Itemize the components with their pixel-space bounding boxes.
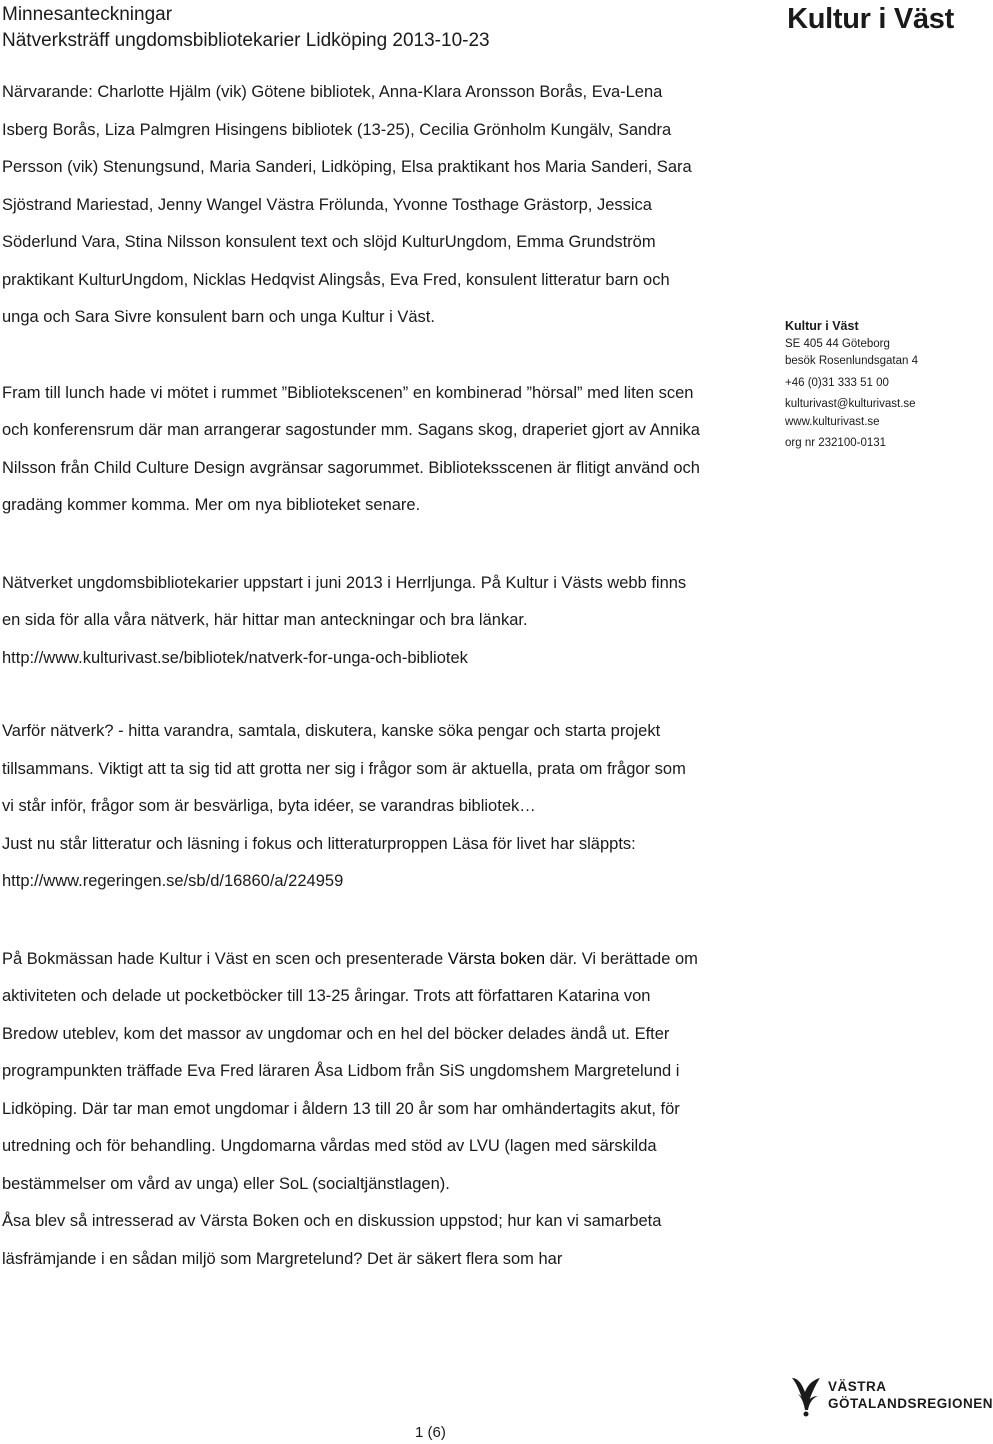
- varsta-boken-highlight: Värsta boken: [447, 949, 546, 968]
- bokmassan-paragraph: [2, 941, 702, 1204]
- sidebar-web[interactable]: www.kulturivast.se: [785, 415, 880, 428]
- page-number: 1 (6): [415, 1424, 446, 1441]
- bokmassan-text-a: På Bokmässan hade Kultur i Väst en scen och presenterade: [2, 949, 448, 968]
- network-link[interactable]: http://www.kulturivast.se/bibliotek/natverk-for-unga-och-bibliotek: [2, 648, 468, 667]
- sidebar-visit-address: besök Rosenlundsgatan 4: [785, 355, 918, 367]
- vgr-logo-text: [828, 1378, 993, 1412]
- network-paragraph: [2, 565, 702, 678]
- sidebar-email[interactable]: kulturivast@kulturivast.se: [785, 398, 916, 410]
- vgr-logo: [790, 1374, 993, 1424]
- logo-line-1: VÄSTRA: [828, 1379, 887, 1394]
- main-text: [2, 74, 702, 1278]
- logo-line-2: GÖTALANDSREGIONEN: [828, 1396, 993, 1411]
- asa-paragraph: Åsa blev så intresserad av Värsta Boken och en diskussion uppstod; hur kan vi samarbeta läsfrämjande i en sådan miljö som Margretelund? Det är säkert flera som har: [2, 1212, 662, 1268]
- brand-name: Kultur i Väst: [787, 3, 954, 35]
- meeting-paragraph: Fram till lunch hade vi mötet i rummet ”Bibliotekscenen” en kombinerad ”hörsal” med liten scen och konferensrum där man arrangerar sagostunder mm. Sagans skog, draperiet gjort av Annika Nilsson från Child Culture Design avgränsar sagorummet. Biblioteksscenen är flitigt använd och gradäng kommer komma. Mer om nya biblioteket senare.: [2, 383, 700, 514]
- literature-paragraph: [2, 826, 702, 901]
- literature-text: Just nu står litteratur och läsning i fokus och litteraturproppen Läsa för livet har släppts:: [2, 834, 636, 853]
- literature-link[interactable]: http://www.regeringen.se/sb/d/16860/a/224959: [2, 872, 344, 890]
- document-subtitle: Nätverksträff ungdomsbibliotekarier Lidköping 2013-10-23: [2, 30, 490, 51]
- document-title: Minnesanteckningar: [2, 4, 173, 25]
- sidebar-org-name: Kultur i Väst: [785, 319, 859, 333]
- contact-sidebar: [785, 318, 918, 453]
- vgr-emblem-icon: [790, 1374, 824, 1418]
- bokmassan-text-b: där. Vi berättade om aktiviteten och delade ut pocketböcker till 13-25 åringar. Trots att författaren Katarina von Bredow uteblev, kom det massor av ungdomar och en hel del böcker delades ändå ut. Efter programpunkten träffade Eva Fred läraren Åsa Lidbom från SiS ungdomshem Margretelund i Lidköping. Där tar man emot ungdomar i åldern 13 till 20 år som har omhändertagits akut, för utredning och för behandling. Ungdomarna vårdas med stöd av LVU (lagen med särskilda bestämmelser om vård av unga) eller SoL (socialtjänstlagen).: [2, 949, 698, 1193]
- network-text: Nätverket ungdomsbibliotekarier uppstart i juni 2013 i Herrljunga. På Kultur i Västs webb finns en sida för alla våra nätverk, här hittar man anteckningar och bra länkar.: [2, 573, 687, 629]
- attendees-paragraph: Närvarande: Charlotte Hjälm (vik) Götene bibliotek, Anna-Klara Aronsson Borås, Eva-Lena Isberg Borås, Liza Palmgren Hisingens bibliotek (13-25), Cecilia Grönholm Kungälv, Sandra Persson (vik) Stenungsund, Maria Sanderi, Lidköping, Elsa praktikant hos Maria Sanderi, Sara Sjöstrand Mariestad, Jenny Wangel Västra Frölunda, Yvonne Tosthage Grästorp, Jessica Söderlund Vara, Stina Nilsson konsulent text och slöjd KulturUngdom, Emma Grundström praktikant KulturUngdom, Nicklas Hedqvist Alingsås, Eva Fred, konsulent litteratur barn och unga och Sara Sivre konsulent barn och unga Kultur i Väst.: [2, 83, 692, 326]
- sidebar-phone: +46 (0)31 333 51 00: [785, 376, 889, 389]
- sidebar-org-number: org nr 232100-0131: [785, 437, 887, 449]
- why-paragraph: Varför nätverk? - hitta varandra, samtala, diskutera, kanske söka pengar och starta projekt tillsammans. Viktigt att ta sig tid att grotta ner sig i frågor som är aktuella, prata om frågor som vi står inför, frågor som är besvärliga, byta idéer, se varandras bibliotek…: [2, 722, 686, 815]
- sidebar-address: SE 405 44 Göteborg: [785, 337, 890, 350]
